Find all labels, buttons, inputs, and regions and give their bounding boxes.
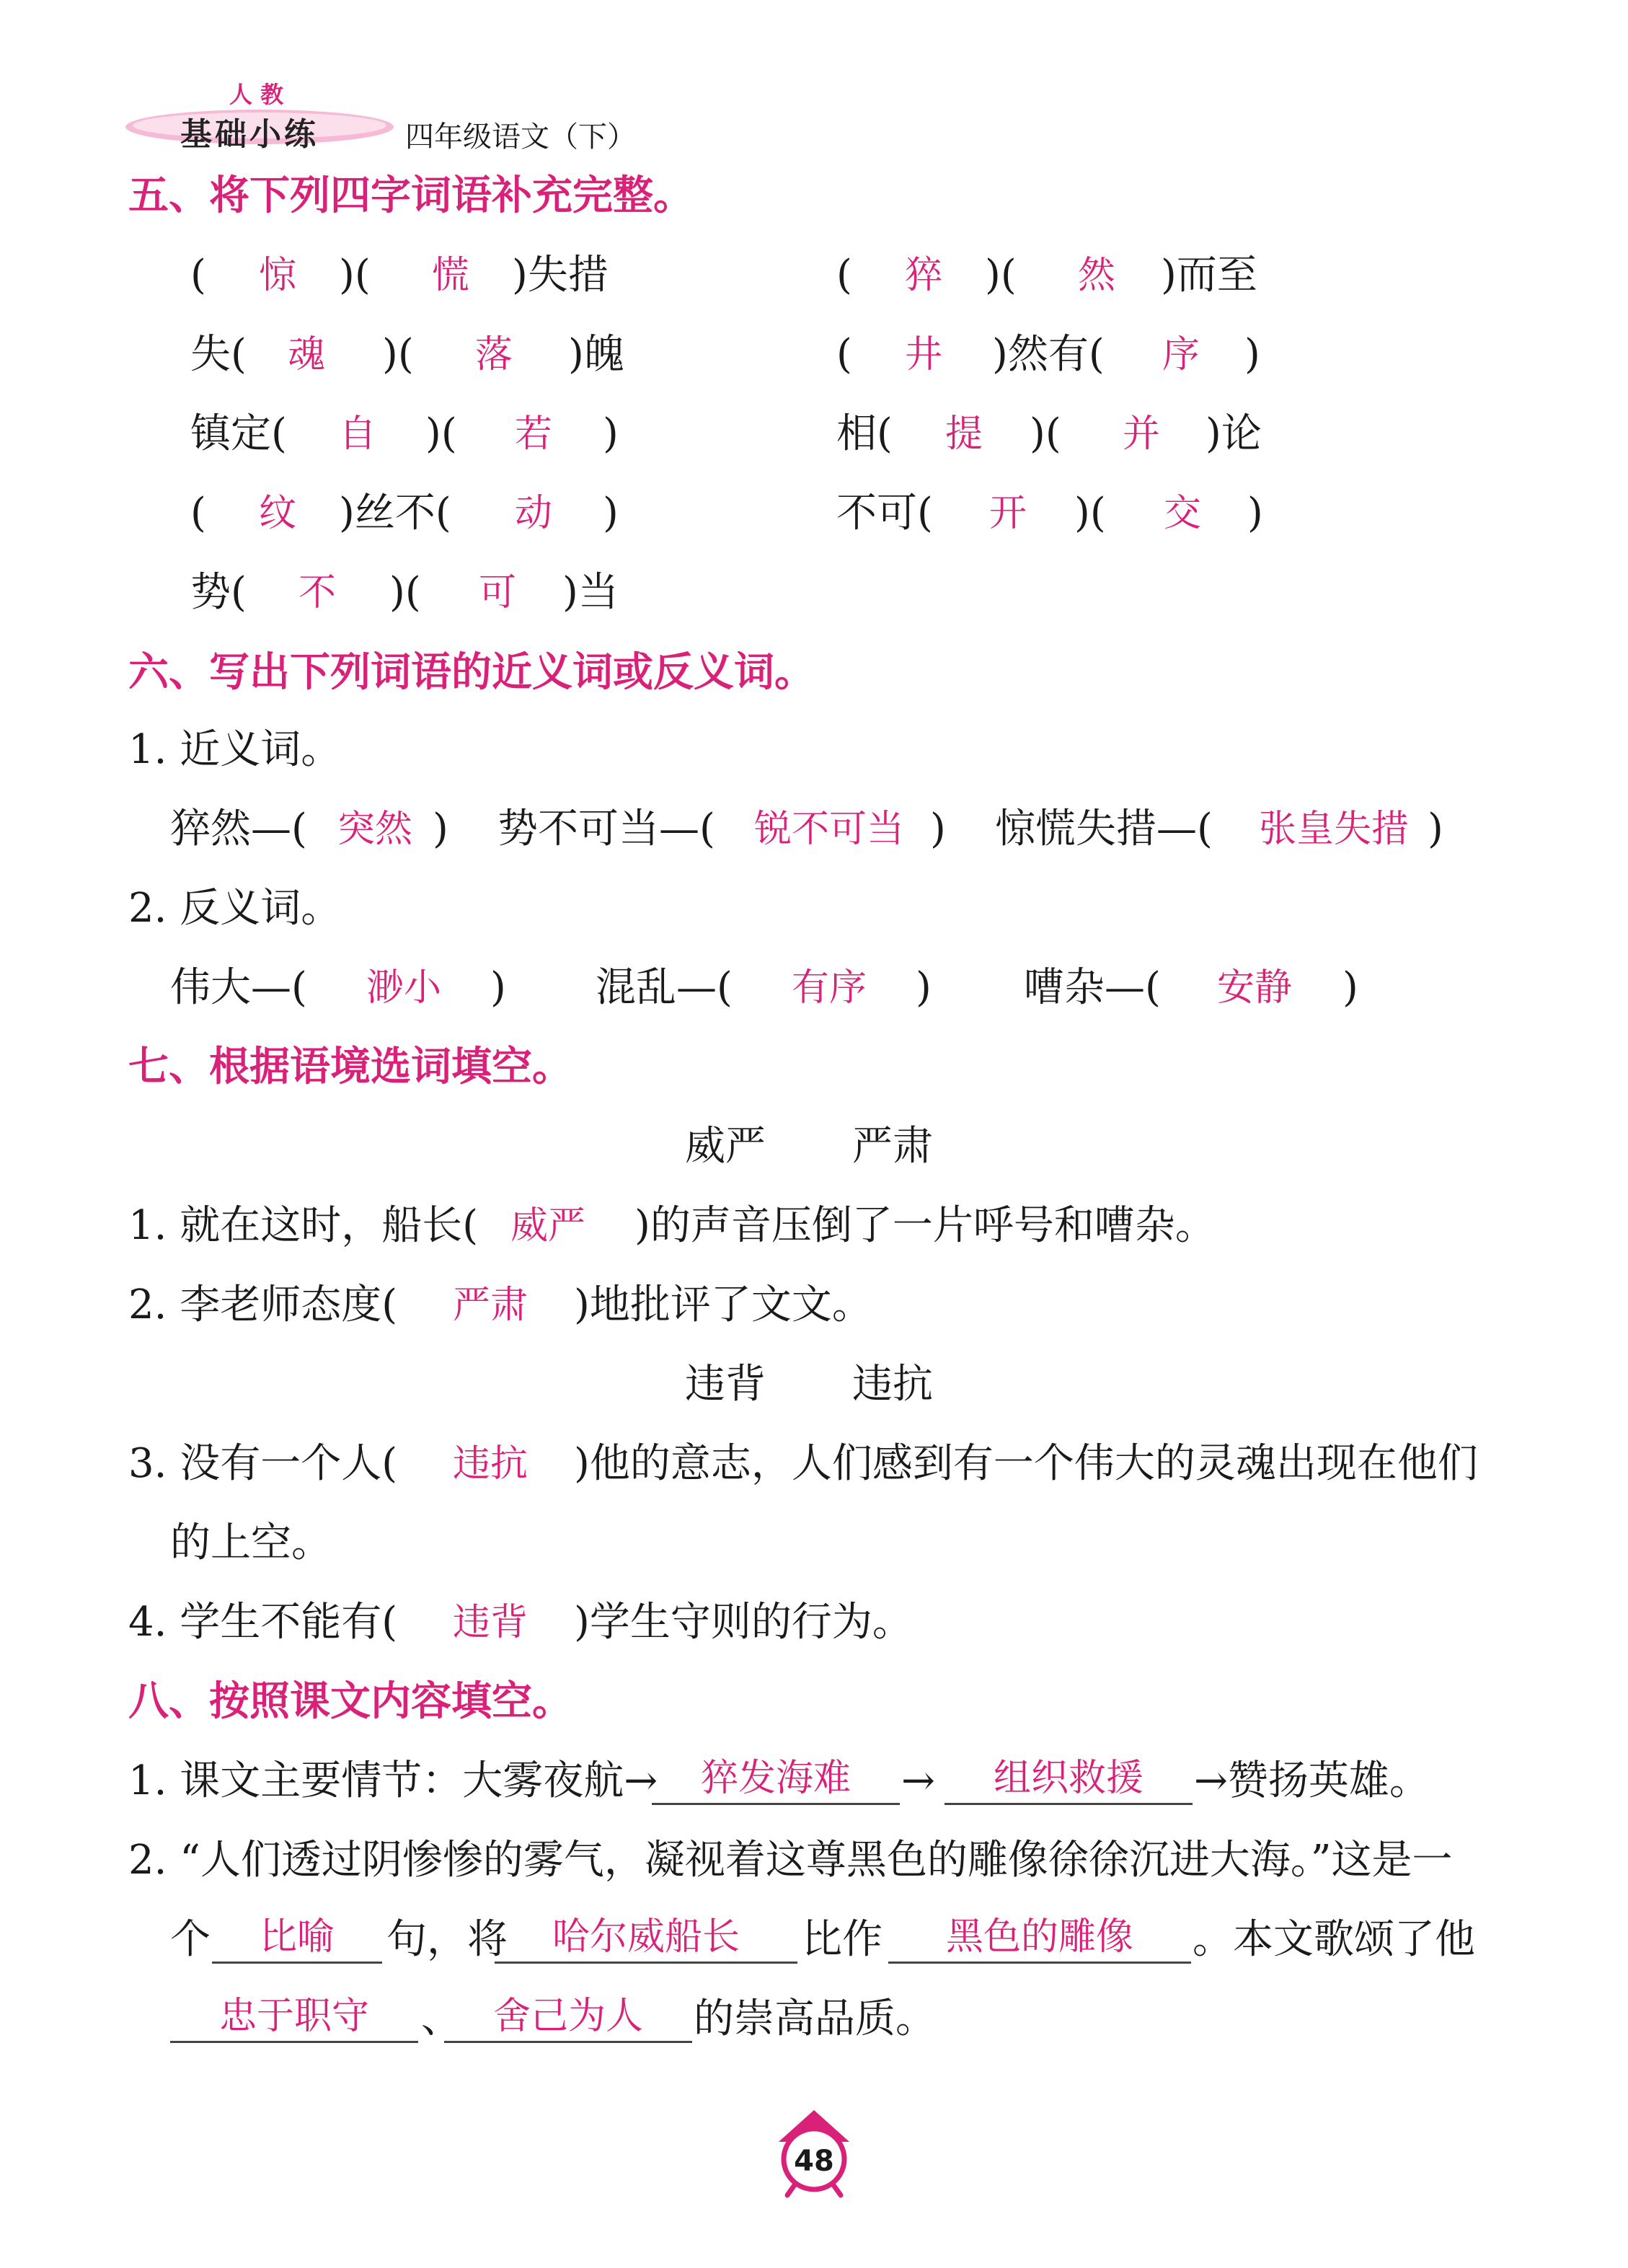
q7-4-post: )学生守则的行为。 [574, 1599, 913, 1646]
q7-3-answer: 违抗 [452, 1442, 528, 1486]
idiom-8-answer-1: 开 [988, 492, 1027, 535]
idiom-3-text-1: 失( [190, 331, 247, 378]
idiom-4-answer-1: 井 [904, 333, 942, 376]
q8-1-answer-2: 组织救援 [944, 1760, 1193, 1805]
idiom-2-text-1: ( [836, 252, 852, 299]
idiom-9-answer-2: 可 [478, 571, 516, 614]
idiom-5-answer-2: 若 [514, 412, 552, 456]
antonym-word-3: 嘈杂—( [1024, 964, 1161, 1011]
idiom-7-answer-1: 纹 [258, 492, 296, 535]
idiom-9-text-1: 势( [190, 569, 247, 616]
synonym-answer-2: 锐不可当 [753, 808, 904, 851]
idiom-6-answer-1: 提 [944, 412, 983, 456]
synonym-close-1: ) [433, 806, 448, 852]
choice-word-1b: 严肃 [852, 1123, 933, 1170]
q8-2-l2-text-1: 句，将 [386, 1916, 508, 1963]
idiom-4-text-2: )然有( [992, 331, 1105, 378]
idiom-7-text-1: ( [190, 490, 206, 537]
synonym-word-2: 势不可当—( [497, 806, 715, 852]
q8-2-answer-5: 舍己为人 [444, 1998, 692, 2043]
idiom-5-text-1: 镇定( [190, 410, 287, 457]
idiom-8-text-2: )( [1074, 490, 1106, 537]
synonym-answer-3: 张皇失措 [1258, 808, 1409, 851]
idiom-9-answer-1: 不 [298, 571, 336, 614]
q8-2-l3-post: 的崇高品质。 [694, 1995, 936, 2042]
series-small: 人 教 [229, 81, 284, 108]
idiom-1-answer-2: 慌 [431, 254, 469, 297]
q8-2-answer-2: 哈尔威船长 [495, 1918, 797, 1964]
idiom-7-text-3: ) [603, 490, 619, 537]
idiom-1-text-3: )失措 [512, 252, 609, 299]
antonym-word-1: 伟大—( [170, 964, 307, 1011]
idiom-9-text-2: )( [389, 569, 421, 616]
idiom-2-text-3: )而至 [1161, 252, 1257, 299]
idiom-2-answer-2: 然 [1077, 254, 1115, 297]
q7-3-pre: 3. 没有一个人( [128, 1440, 398, 1487]
q8-2-answer-1: 比喻 [212, 1918, 382, 1964]
idiom-2-text-2: )( [985, 252, 1017, 299]
idiom-3-answer-1: 魂 [287, 333, 325, 376]
idiom-4-text-3: ) [1244, 331, 1260, 378]
q7-2-post: )地批评了文文。 [574, 1281, 872, 1328]
idiom-5-answer-1: 自 [338, 412, 376, 456]
idiom-6-text-2: )( [1030, 410, 1061, 457]
antonym-answer-3: 安静 [1216, 966, 1292, 1010]
q8-1-post: →赞扬英雄。 [1194, 1757, 1430, 1804]
q7-4-answer: 违背 [452, 1601, 528, 1644]
idiom-2-answer-1: 猝 [904, 254, 942, 297]
antonym-answer-2: 有序 [791, 966, 867, 1010]
antonym-answer-1: 渺小 [366, 966, 441, 1010]
antonym-close-1: ) [490, 964, 506, 1011]
q7-1-post: )的声音压倒了一片呼号和嘈杂。 [634, 1202, 1216, 1249]
q7-3-continuation: 的上空。 [170, 1519, 332, 1566]
q8-2-l2-text-3: 。本文歌颂了他 [1193, 1916, 1475, 1963]
idiom-6-answer-2: 并 [1122, 412, 1160, 456]
q8-2-answer-3: 黑色的雕像 [888, 1918, 1191, 1964]
section-5-title: 五、将下列四字词语补充完整。 [128, 172, 694, 219]
synonym-close-3: ) [1428, 806, 1443, 852]
idiom-7-text-2: )丝不( [339, 490, 451, 537]
synonym-subtitle: 1. 近义词。 [128, 726, 342, 773]
idiom-5-text-2: )( [425, 410, 457, 457]
idiom-4-answer-2: 序 [1162, 333, 1200, 376]
choice-word-2b: 违抗 [852, 1361, 933, 1408]
page-number-badge [774, 2106, 854, 2199]
antonym-close-3: ) [1342, 964, 1358, 1011]
header [123, 72, 656, 154]
idiom-3-answer-2: 落 [474, 333, 513, 376]
section-7-title: 七、根据语境选词填空。 [128, 1043, 572, 1090]
synonym-answer-1: 突然 [337, 808, 412, 851]
series-name: 基础小练 [180, 116, 319, 153]
idiom-8-answer-2: 交 [1163, 492, 1201, 535]
q7-3-post: )他的意志，人们感到有一个伟大的灵魂出现在他们 [574, 1440, 1478, 1487]
idiom-8-text-3: ) [1247, 490, 1263, 537]
idiom-9-text-3: )当 [562, 569, 619, 616]
idiom-6-text-1: 相( [836, 410, 893, 457]
book-title: 四年级语文（下） [405, 120, 636, 154]
page-number: 48 [794, 2145, 834, 2178]
q7-2-answer: 严肃 [452, 1284, 528, 1327]
synonym-word-3: 惊慌失措—( [995, 806, 1213, 852]
q8-1-arrow: → [901, 1757, 935, 1804]
idiom-3-text-2: )( [382, 331, 414, 378]
q8-1-answer-1: 猝发海难 [652, 1760, 900, 1805]
q8-2-l2-pre: 个 [170, 1916, 211, 1963]
q8-2-l2-text-2: 比作 [802, 1916, 882, 1963]
choice-word-2a: 违背 [685, 1361, 766, 1408]
antonym-word-2: 混乱—( [596, 964, 733, 1011]
synonym-close-2: ) [930, 806, 946, 852]
idiom-8-text-1: 不可( [836, 490, 933, 537]
section-8-title: 八、按照课文内容填空。 [128, 1678, 572, 1725]
idiom-1-text-2: )( [339, 252, 371, 299]
idiom-6-text-3: )论 [1205, 410, 1262, 457]
idiom-4-text-1: ( [836, 331, 852, 378]
idiom-1-answer-1: 惊 [258, 254, 296, 297]
idiom-7-answer-2: 动 [514, 492, 552, 535]
choice-word-1a: 威严 [685, 1123, 766, 1170]
section-6-title: 六、写出下列词语的近义词或反义词。 [128, 649, 815, 696]
q7-1-pre: 1. 就在这时，船长( [128, 1202, 479, 1249]
q7-1-answer: 威严 [510, 1204, 585, 1248]
q8-1-pre: 1. 课文主要情节：大雾夜航→ [128, 1757, 658, 1804]
antonym-close-2: ) [916, 964, 932, 1011]
q8-2-answer-4: 忠于职守 [170, 1998, 418, 2043]
synonym-word-1: 猝然—( [170, 806, 307, 852]
q7-2-pre: 2. 李老师态度( [128, 1281, 398, 1328]
q8-2-line-1: 2. “人们透过阴惨惨的雾气，凝视着这尊黑色的雕像徐徐沉进大海。”这是一 [128, 1837, 1453, 1884]
idiom-5-text-3: ) [603, 410, 619, 457]
q8-2-separator: 、 [421, 1995, 461, 2042]
antonym-subtitle: 2. 反义词。 [128, 885, 342, 932]
q7-4-pre: 4. 学生不能有( [128, 1599, 398, 1646]
idiom-3-text-3: )魄 [568, 331, 624, 378]
idiom-1-text-1: ( [190, 252, 206, 299]
